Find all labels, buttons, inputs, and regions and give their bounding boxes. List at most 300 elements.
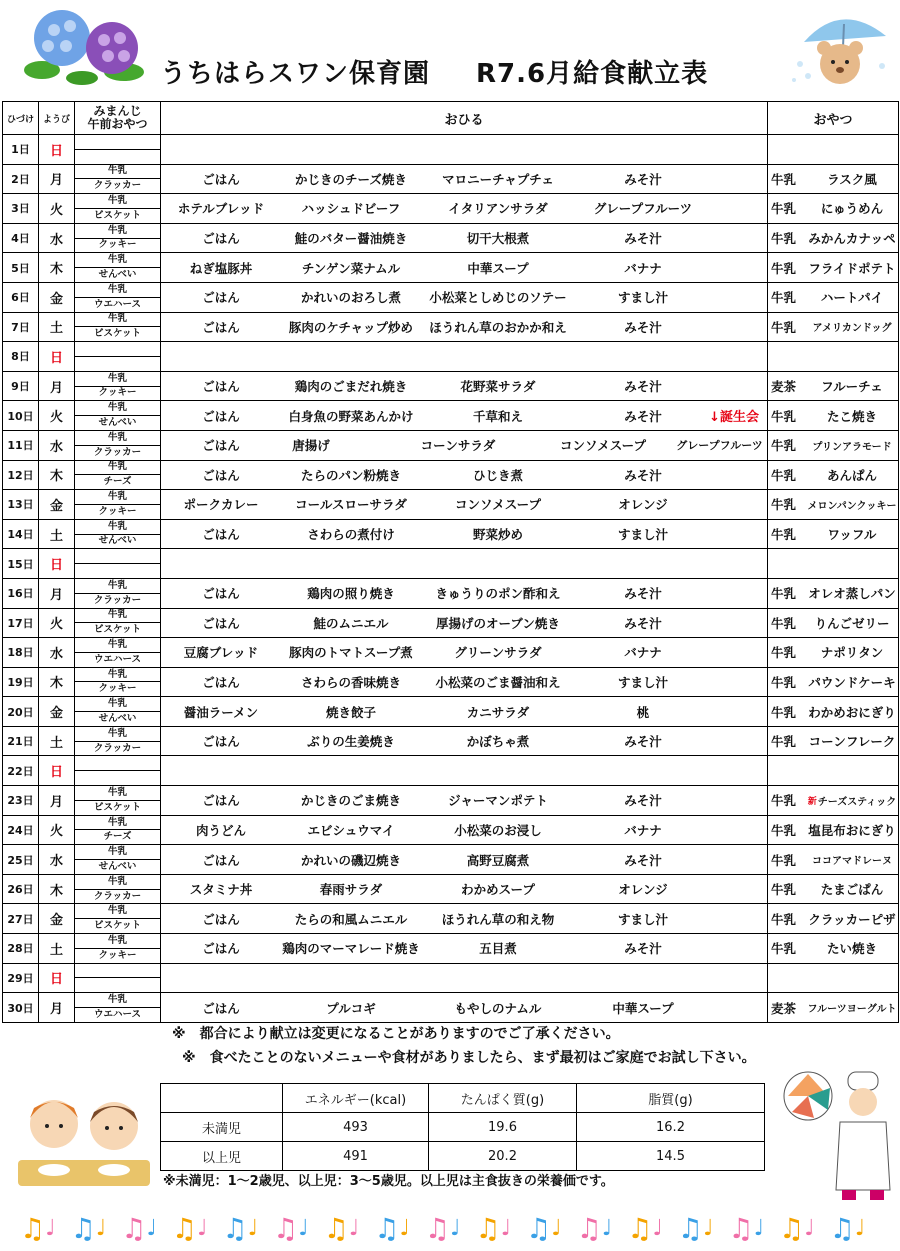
am-snack-cell	[75, 490, 161, 520]
am-snack-cell	[75, 815, 161, 845]
oyatsu-cell	[768, 934, 899, 964]
nutrition-protein: 19.6	[429, 1113, 577, 1142]
nutrition-header-fat: 脂質(g)	[577, 1084, 765, 1113]
am-snack-item: ウエハース	[93, 653, 142, 665]
date-cell: 27日	[3, 904, 39, 934]
am-snack-cell	[75, 934, 161, 964]
date-cell: 12日	[3, 460, 39, 490]
am-snack-drink: 牛乳	[75, 609, 160, 624]
day-cell: 金	[39, 490, 75, 520]
music-note-icon: ♩	[652, 1216, 663, 1241]
lunch-item: みそ汁	[624, 319, 662, 335]
oyatsu-name: チーズスティック	[817, 796, 897, 808]
oyatsu-item	[808, 372, 896, 401]
date-cell: 19日	[3, 667, 39, 697]
oyatsu-name: フルーチェ	[821, 379, 883, 395]
am-snack-item	[75, 978, 160, 992]
date-cell: 25日	[3, 845, 39, 875]
menu-header-row	[3, 102, 899, 135]
am-snack-drink: 牛乳	[75, 579, 160, 594]
am-snack-drink: 牛乳	[75, 786, 160, 801]
day-cell: 金	[39, 697, 75, 727]
lunch-item: みそ汁	[624, 941, 662, 957]
page-title	[160, 50, 800, 98]
oyatsu-drink: 麦茶	[771, 1000, 797, 1016]
menu-row	[3, 401, 899, 431]
music-note-icon: ♫	[779, 1212, 805, 1245]
lunch-item: ごはん	[202, 290, 240, 306]
menu-row	[3, 135, 899, 165]
am-snack-drink: 牛乳	[75, 224, 160, 239]
menu-row	[3, 756, 899, 786]
nutrition-protein: 20.2	[429, 1142, 577, 1171]
oyatsu-cell	[768, 756, 899, 786]
menu-row	[3, 490, 899, 520]
am-snack-cell	[75, 460, 161, 490]
oyatsu-item	[808, 786, 896, 815]
lunch-item: 鶏肉のマーマレード焼き	[282, 941, 420, 957]
day-header: ようび	[39, 102, 75, 135]
date-cell: 7日	[3, 312, 39, 342]
lunch-cell	[161, 578, 768, 608]
date-cell: 30日	[3, 993, 39, 1023]
lunch-item: みそ汁	[624, 379, 662, 395]
date-cell: 21日	[3, 726, 39, 756]
nutrition-fat: 14.5	[577, 1142, 765, 1171]
am-snack-item	[75, 357, 160, 371]
am-snack-item: ビスケット	[93, 920, 142, 932]
day-cell: 日	[39, 135, 75, 165]
day-cell: 日	[39, 963, 75, 993]
lunch-item: もやしのナムル	[454, 1000, 542, 1016]
lunch-item: マロニーチャプチェ	[442, 171, 554, 187]
lunch-cell	[161, 135, 768, 165]
lunch-item: ごはん	[202, 734, 240, 750]
am-snack-item	[75, 564, 160, 578]
am-snack-drink: 牛乳	[75, 431, 160, 446]
am-snack-cell	[75, 667, 161, 697]
oyatsu-item	[808, 283, 896, 312]
am-snack-drink: 牛乳	[75, 727, 160, 742]
lunch-item: ごはん	[202, 674, 240, 690]
lunch-item: 中華スープ	[467, 260, 529, 276]
oyatsu-drink: 牛乳	[771, 704, 797, 720]
oyatsu-drink: 牛乳	[771, 497, 797, 513]
am-snack-cell	[75, 845, 161, 875]
am-snack-cell	[75, 312, 161, 342]
birthday-party-label: ↓誕生会	[709, 410, 759, 426]
day-cell: 月	[39, 993, 75, 1023]
nutrition-header-protein: たんぱく質(g)	[429, 1084, 577, 1113]
oyatsu-cell	[768, 786, 899, 816]
am-snack-item	[75, 771, 160, 785]
lunch-item: ハッシュドビーフ	[301, 201, 401, 217]
date-cell: 3日	[3, 194, 39, 224]
am-snack-cell	[75, 697, 161, 727]
lunch-item: かぼちゃ煮	[466, 734, 530, 750]
music-note-icon: ♩	[45, 1216, 56, 1241]
lunch-item: きゅうりのポン酢和え	[435, 586, 561, 602]
oyatsu-cell	[768, 135, 899, 165]
oyatsu-name: プリンアラモード	[812, 441, 892, 453]
lunch-item: コールスローサラダ	[295, 497, 407, 513]
lunch-cell	[161, 815, 768, 845]
lunch-cell	[161, 519, 768, 549]
oyatsu-cell	[768, 993, 899, 1023]
lunch-cell	[161, 963, 768, 993]
oyatsu-item	[808, 727, 896, 756]
lunch-item: ほうれん草の和え物	[441, 911, 555, 927]
date-cell: 17日	[3, 608, 39, 638]
am-snack-item: クラッカー	[93, 890, 142, 902]
menu-row	[3, 963, 899, 993]
am-snack-drink	[75, 964, 160, 979]
lunch-item: ごはん	[202, 527, 240, 543]
music-note-icon: ♩	[146, 1216, 157, 1241]
oyatsu-cell	[768, 519, 899, 549]
lunch-item: ごはん	[202, 852, 240, 868]
am-snack-drink: 牛乳	[75, 993, 160, 1008]
oyatsu-item	[808, 904, 896, 933]
lunch-item: みそ汁	[624, 171, 662, 187]
lunch-cell	[161, 164, 768, 194]
oyatsu-drink: 牛乳	[771, 467, 797, 483]
lunch-item: 唐揚げ	[292, 438, 330, 454]
oyatsu-cell	[768, 963, 899, 993]
date-cell: 29日	[3, 963, 39, 993]
music-note-icon: ♩	[450, 1216, 461, 1241]
music-note-icon: ♩	[197, 1216, 208, 1241]
oyatsu-name: たい焼き	[826, 941, 877, 957]
lunch-item: かじきのごま焼き	[300, 793, 401, 809]
am-snack-drink	[75, 756, 160, 771]
am-snack-item: クラッカー	[93, 446, 142, 458]
am-snack-cell	[75, 578, 161, 608]
music-note-icon: ♫	[171, 1212, 197, 1245]
nutrition-row	[161, 1113, 765, 1142]
oyatsu-cell	[768, 578, 899, 608]
oyatsu-item	[808, 490, 896, 519]
day-cell: 金	[39, 282, 75, 312]
am-snack-drink: 牛乳	[75, 816, 160, 831]
am-snack-item: せんべい	[98, 535, 137, 547]
lunch-item: ごはん	[202, 911, 240, 927]
oyatsu-name: ワッフル	[827, 527, 877, 543]
oyatsu-item	[808, 609, 896, 638]
am-snack-cell	[75, 342, 161, 372]
lunch-cell	[161, 549, 768, 579]
nutrition-energy: 491	[283, 1142, 429, 1171]
music-note-icon: ♫	[526, 1212, 552, 1245]
oyatsu-cell	[768, 815, 899, 845]
day-cell: 水	[39, 845, 75, 875]
day-cell: 木	[39, 667, 75, 697]
lunch-cell	[161, 845, 768, 875]
oyatsu-item	[808, 401, 896, 430]
day-cell: 木	[39, 874, 75, 904]
chef-icon	[778, 1066, 894, 1202]
lunch-item: 小松菜のごま醤油和え	[435, 674, 561, 690]
lunch-extra-item: グレープフルーツ	[676, 439, 763, 453]
lunch-cell	[161, 223, 768, 253]
nutrition-group: 以上児	[161, 1142, 283, 1171]
oyatsu-name: オレオ蒸しパン	[808, 586, 896, 602]
menu-row	[3, 282, 899, 312]
day-cell: 木	[39, 253, 75, 283]
oyatsu-item	[808, 224, 896, 253]
music-note-icon: ♫	[273, 1212, 299, 1245]
lunch-item: ごはん	[202, 171, 240, 187]
page-header	[0, 0, 900, 100]
date-cell: 2日	[3, 164, 39, 194]
am-snack-drink: 牛乳	[75, 194, 160, 209]
am-snack-item: クッキー	[98, 239, 137, 251]
lunch-item: グレープフルーツ	[593, 201, 693, 217]
am-snack-cell	[75, 963, 161, 993]
music-note-icon: ♫	[70, 1212, 96, 1245]
lunch-item: ごはん	[202, 1000, 240, 1016]
lunch-item: オレンジ	[618, 882, 668, 898]
date-cell: 5日	[3, 253, 39, 283]
lunch-cell	[161, 667, 768, 697]
am-snack-cell	[75, 223, 161, 253]
am-snack-header-line1: みまんじ	[93, 104, 142, 118]
lunch-item: 鶏肉の照り焼き	[307, 586, 395, 602]
date-cell: 4日	[3, 223, 39, 253]
day-cell: 水	[39, 638, 75, 668]
lunch-item: 鮭のバター醤油焼き	[294, 231, 408, 247]
menu-month-title: R7.6月給食献立表	[476, 59, 709, 89]
oyatsu-drink: 牛乳	[771, 201, 797, 217]
am-snack-cell	[75, 786, 161, 816]
oyatsu-cell	[768, 312, 899, 342]
menu-row	[3, 164, 899, 194]
oyatsu-name: あんぱん	[826, 467, 877, 483]
lunch-item: 豆腐ブレッド	[183, 645, 259, 661]
lunch-item: バナナ	[624, 260, 662, 276]
nutrition-footnote: ※未満児：1～2歳児、以上児：3～5歳児。以上児は主食抜きの栄養価です。	[163, 1174, 614, 1189]
lunch-cell	[161, 934, 768, 964]
day-cell: 土	[39, 519, 75, 549]
nutrition-row	[161, 1142, 765, 1171]
am-snack-drink	[75, 342, 160, 357]
day-cell: 木	[39, 460, 75, 490]
lunch-item: ごはん	[202, 615, 240, 631]
am-snack-cell	[75, 993, 161, 1023]
lunch-item: たらの和風ムニエル	[294, 911, 408, 927]
lunch-cell	[161, 460, 768, 490]
am-snack-drink: 牛乳	[75, 490, 160, 505]
menu-row	[3, 815, 899, 845]
lunch-item: 豚肉のケチャップ炒め	[288, 319, 414, 335]
oyatsu-cell	[768, 460, 899, 490]
oyatsu-name: 塩昆布おにぎり	[808, 822, 896, 838]
lunch-item: みそ汁	[624, 852, 662, 868]
oyatsu-cell	[768, 164, 899, 194]
oyatsu-drink: 牛乳	[771, 231, 797, 247]
oyatsu-cell	[768, 371, 899, 401]
oyatsu-cell	[768, 904, 899, 934]
am-snack-item: チーズ	[103, 476, 132, 488]
nutrition-table	[160, 1083, 765, 1171]
oyatsu-cell	[768, 667, 899, 697]
lunch-item: 春雨サラダ	[319, 882, 383, 898]
am-snack-drink: 牛乳	[75, 401, 160, 416]
am-snack-header-line2: 午前おやつ	[87, 117, 148, 131]
lunch-item: 高野豆腐煮	[466, 852, 530, 868]
am-snack-cell	[75, 430, 161, 460]
oyatsu-drink: 牛乳	[771, 911, 797, 927]
lunch-item: 豚肉のトマトスープ煮	[289, 645, 413, 661]
am-snack-drink: 牛乳	[75, 934, 160, 949]
oyatsu-name: アメリカンドッグ	[812, 323, 892, 335]
am-snack-item: クラッカー	[93, 180, 142, 192]
oyatsu-item	[808, 165, 896, 194]
lunch-cell	[161, 430, 768, 460]
date-cell: 26日	[3, 874, 39, 904]
am-snack-drink: 牛乳	[75, 638, 160, 653]
lunch-item: コンソメスープ	[559, 438, 646, 454]
lunch-item: 焼き餃子	[325, 704, 376, 720]
am-snack-item: せんべい	[98, 712, 137, 724]
lunch-item: スタミナ丼	[189, 882, 253, 898]
lunch-cell	[161, 726, 768, 756]
menu-row	[3, 519, 899, 549]
am-snack-cell	[75, 135, 161, 165]
menu-row	[3, 578, 899, 608]
lunch-item: ごはん	[202, 231, 240, 247]
oyatsu-item	[808, 697, 896, 726]
am-snack-item: クッキー	[98, 387, 137, 399]
oyatsu-drink: 牛乳	[771, 319, 797, 335]
date-cell: 14日	[3, 519, 39, 549]
oyatsu-drink: 牛乳	[771, 408, 797, 424]
date-cell: 1日	[3, 135, 39, 165]
date-cell: 15日	[3, 549, 39, 579]
oyatsu-item	[808, 934, 896, 963]
oyatsu-cell	[768, 282, 899, 312]
music-note-icon: ♫	[222, 1212, 248, 1245]
am-snack-drink: 牛乳	[75, 845, 160, 860]
oyatsu-name: ラスク風	[827, 171, 877, 187]
lunch-item: みそ汁	[624, 734, 662, 750]
music-note-icon: ♫	[475, 1212, 501, 1245]
day-cell: 水	[39, 223, 75, 253]
oyatsu-drink: 牛乳	[771, 586, 797, 602]
am-snack-cell	[75, 608, 161, 638]
oyatsu-drink: 牛乳	[771, 171, 797, 187]
menu-row	[3, 608, 899, 638]
children-eating-icon	[14, 1078, 154, 1188]
lunch-item: みそ汁	[624, 793, 662, 809]
menu-row	[3, 253, 899, 283]
am-snack-item	[75, 150, 160, 164]
day-cell: 日	[39, 342, 75, 372]
lunch-item: イタリアンサラダ	[448, 201, 548, 217]
menu-row	[3, 667, 899, 697]
lunch-item: さわらの煮付け	[307, 527, 395, 543]
lunch-item: バナナ	[624, 822, 662, 838]
am-snack-drink: 牛乳	[75, 165, 160, 180]
day-cell: 火	[39, 194, 75, 224]
lunch-header: おひる	[161, 102, 768, 135]
lunch-item: コンソメスープ	[454, 497, 541, 513]
music-note-icon: ♩	[298, 1216, 309, 1241]
lunch-cell	[161, 904, 768, 934]
am-snack-cell	[75, 253, 161, 283]
lunch-cell	[161, 786, 768, 816]
oyatsu-drink: 牛乳	[771, 674, 797, 690]
am-snack-item: ビスケット	[93, 624, 142, 636]
music-note-icon: ♩	[753, 1216, 765, 1241]
oyatsu-drink: 牛乳	[771, 615, 797, 631]
oyatsu-drink: 牛乳	[771, 290, 797, 306]
music-note-icon: ♫	[20, 1212, 46, 1245]
music-note-icon: ♫	[677, 1212, 703, 1245]
lunch-item: かれいのおろし煮	[300, 290, 401, 306]
new-badge: 新	[807, 796, 817, 807]
lunch-item: たらのパン粉焼き	[300, 467, 401, 483]
lunch-item: みそ汁	[624, 467, 662, 483]
oyatsu-name: りんごゼリー	[814, 615, 890, 631]
oyatsu-drink: 牛乳	[771, 438, 797, 454]
oyatsu-cell	[768, 845, 899, 875]
menu-row	[3, 549, 899, 579]
nutrition-header-blank	[161, 1084, 283, 1113]
lunch-item: ポークカレー	[183, 497, 259, 513]
am-snack-cell	[75, 164, 161, 194]
lunch-item: かじきのチーズ焼き	[295, 171, 407, 187]
am-snack-item: ウエハース	[93, 1008, 142, 1020]
lunch-cell	[161, 194, 768, 224]
menu-row	[3, 934, 899, 964]
lunch-cell	[161, 282, 768, 312]
am-snack-cell	[75, 371, 161, 401]
lunch-cell	[161, 874, 768, 904]
menu-row	[3, 874, 899, 904]
music-note-icon: ♩	[551, 1216, 562, 1241]
am-snack-drink: 牛乳	[75, 253, 160, 268]
oyatsu-item	[808, 668, 896, 697]
lunch-item: ごはん	[202, 319, 240, 335]
lunch-item: 白身魚の野菜あんかけ	[288, 408, 414, 424]
lunch-cell	[161, 993, 768, 1023]
oyatsu-name: コーンフレーク	[808, 734, 896, 750]
day-cell: 水	[39, 430, 75, 460]
music-note-icon: ♫	[576, 1212, 602, 1245]
lunch-item: カニサラダ	[466, 704, 530, 720]
nutrition-header-energy: エネルギー(kcal)	[283, 1084, 429, 1113]
oyatsu-item	[808, 993, 896, 1022]
oyatsu-cell	[768, 490, 899, 520]
date-cell: 13日	[3, 490, 39, 520]
date-cell: 22日	[3, 756, 39, 786]
oyatsu-name: フルーツヨーグルト	[807, 1004, 897, 1016]
oyatsu-name: たこ焼き	[826, 408, 877, 424]
oyatsu-drink: 牛乳	[771, 527, 797, 543]
oyatsu-cell	[768, 401, 899, 431]
oyatsu-drink: 牛乳	[771, 941, 797, 957]
lunch-item: みそ汁	[624, 408, 662, 424]
am-snack-cell	[75, 874, 161, 904]
am-snack-item: せんべい	[98, 860, 137, 872]
lunch-item: 鶏肉のごまだれ焼き	[294, 379, 408, 395]
lunch-item: コーンサラダ	[420, 438, 496, 454]
oyatsu-name: パウンドケーキ	[808, 674, 896, 690]
oyatsu-cell	[768, 253, 899, 283]
am-snack-drink	[75, 135, 160, 150]
lunch-item: 千草和え	[472, 408, 523, 424]
